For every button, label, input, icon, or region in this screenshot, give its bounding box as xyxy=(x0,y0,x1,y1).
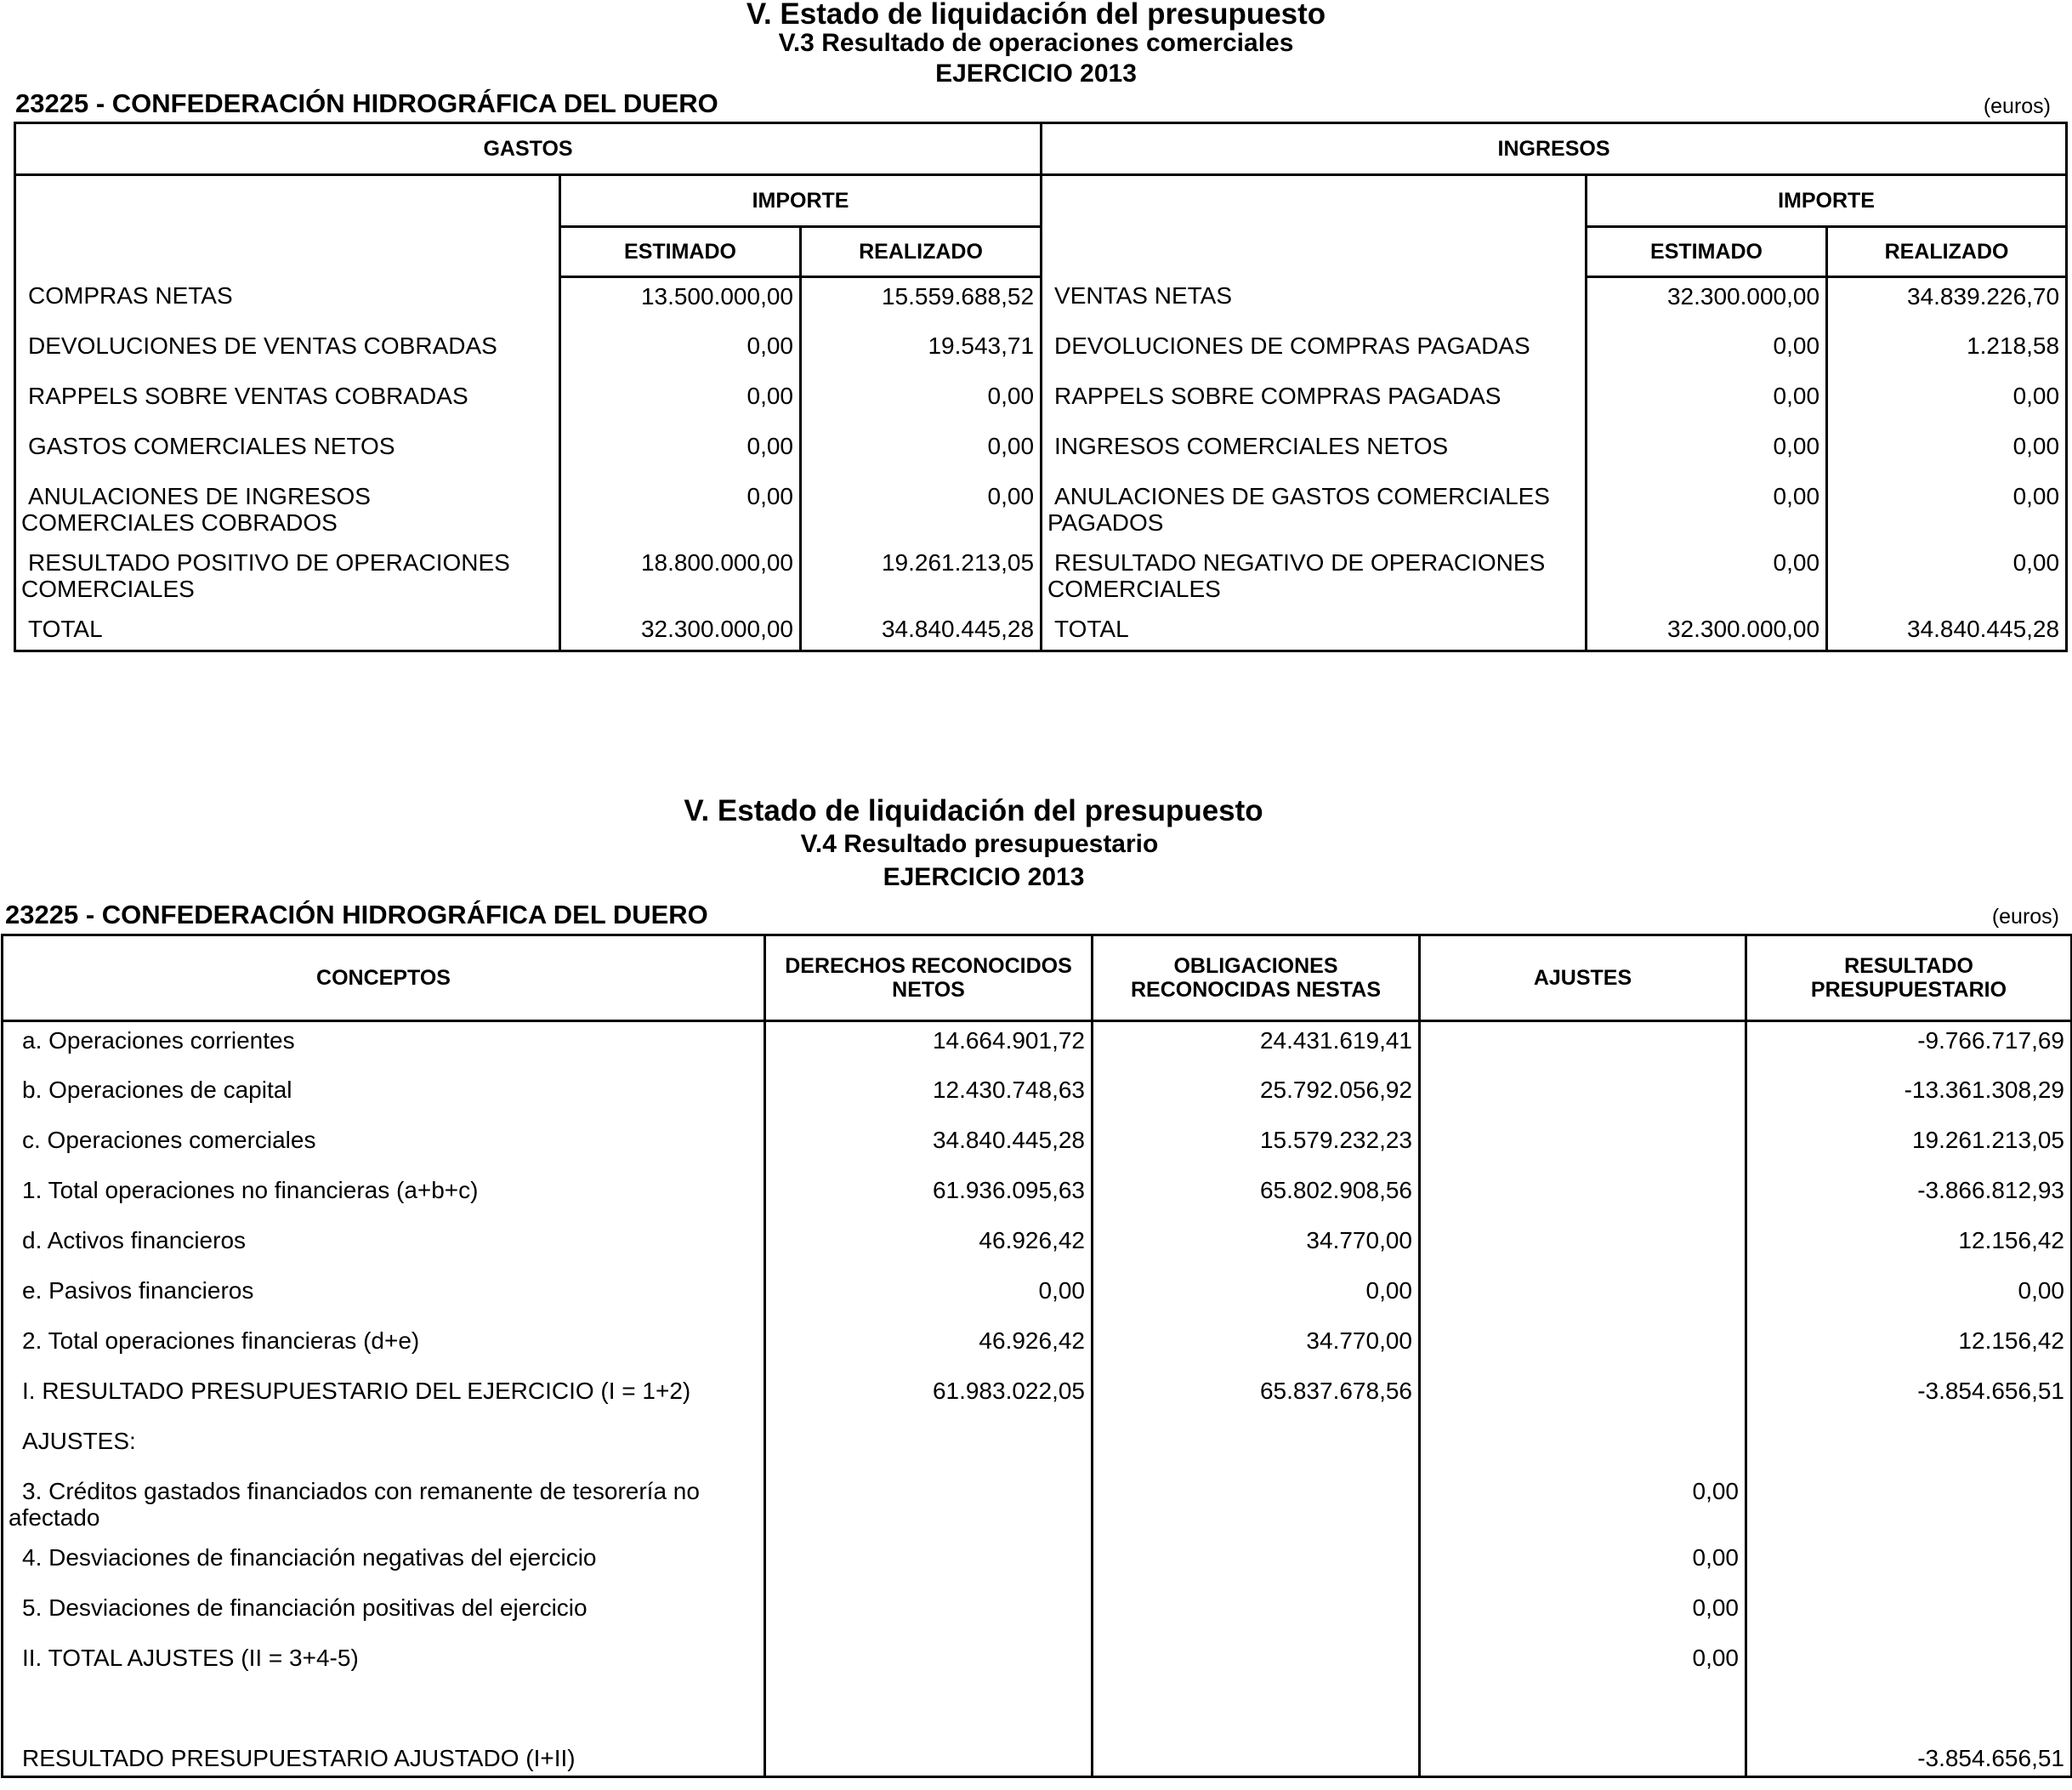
obligaciones: 34.770,00 xyxy=(1093,1222,1420,1272)
ingresos-estimado: 0,00 xyxy=(1587,378,1827,428)
concepto: 4. Desviaciones de financiación negativas del ejercicio xyxy=(3,1539,765,1589)
concepto: 2. Total operaciones financieras (d+e) xyxy=(3,1322,765,1372)
gastos-label: RAPPELS SOBRE VENTAS COBRADAS xyxy=(15,378,560,428)
table-row xyxy=(3,1589,2072,1639)
ingresos-realizado: 1.218,58 xyxy=(1827,327,2067,378)
ajustes: 0,00 xyxy=(1420,1589,1746,1639)
ajustes xyxy=(1420,1172,1746,1222)
gastos-realizado: 19.261.213,05 xyxy=(801,544,1042,611)
header-gastos: GASTOS xyxy=(15,123,1042,175)
ingresos-estimado: 0,00 xyxy=(1587,327,1827,378)
ajustes xyxy=(1420,1740,1746,1777)
concepto xyxy=(3,1473,765,1539)
ingresos-total-realizado: 34.840.445,28 xyxy=(1827,611,2067,651)
header-ingresos-estimado: ESTIMADO xyxy=(1587,227,1827,277)
gastos-realizado: 0,00 xyxy=(801,478,1042,544)
header-derechos-line1: DERECHOS RECONOCIDOS xyxy=(785,954,1072,978)
header-derechos-line2: NETOS xyxy=(892,978,965,1002)
resultado xyxy=(1746,1423,2072,1473)
budget-result-table xyxy=(1,934,2072,1778)
table-row xyxy=(15,327,2067,378)
ingresos-label-line1: RESULTADO NEGATIVO DE OPERACIONES xyxy=(1054,548,1546,576)
table-row xyxy=(3,1122,2072,1172)
section2-year: EJERCICIO 2013 xyxy=(883,863,1085,891)
derechos xyxy=(765,1539,1093,1589)
obligaciones xyxy=(1093,1639,1420,1740)
ingresos-label: INGRESOS COMERCIALES NETOS xyxy=(1042,428,1587,478)
derechos xyxy=(765,1473,1093,1539)
ingresos-total-estimado: 32.300.000,00 xyxy=(1587,611,1827,651)
concepto: e. Pasivos financieros xyxy=(3,1272,765,1322)
resultado xyxy=(1746,1539,2072,1589)
gastos-label-line1: ANULACIONES DE INGRESOS xyxy=(28,482,371,509)
header-derechos xyxy=(765,935,1093,1021)
gastos-estimado: 0,00 xyxy=(560,428,801,478)
gastos-label xyxy=(15,478,560,544)
obligaciones xyxy=(1093,1740,1420,1777)
derechos: 34.840.445,28 xyxy=(765,1122,1093,1172)
concepto: 1. Total operaciones no financieras (a+b+c) xyxy=(3,1172,765,1222)
ajustes xyxy=(1420,1272,1746,1322)
concepto: d. Activos financieros xyxy=(3,1222,765,1272)
table-row xyxy=(15,428,2067,478)
table-row xyxy=(3,1423,2072,1473)
ingresos-total-label: TOTAL xyxy=(1042,611,1587,651)
gastos-total-realizado: 34.840.445,28 xyxy=(801,611,1042,651)
table-row xyxy=(3,1021,2072,1071)
resultado: 12.156,42 xyxy=(1746,1222,2072,1272)
ajustes: 0,00 xyxy=(1420,1539,1746,1589)
table-row xyxy=(15,611,2067,651)
obligaciones: 0,00 xyxy=(1093,1272,1420,1322)
gastos-realizado: 15.559.688,52 xyxy=(801,277,1042,327)
obligaciones xyxy=(1093,1589,1420,1639)
ingresos-realizado: 34.839.226,70 xyxy=(1827,277,2067,327)
obligaciones: 65.802.908,56 xyxy=(1093,1172,1420,1222)
resultado: 0,00 xyxy=(1746,1272,2072,1322)
ingresos-realizado: 0,00 xyxy=(1827,478,2067,544)
derechos: 61.983.022,05 xyxy=(765,1372,1093,1423)
derechos: 61.936.095,63 xyxy=(765,1172,1093,1222)
header-gastos-importe: IMPORTE xyxy=(560,175,1042,227)
gastos-blank-header xyxy=(15,175,560,277)
header-ingresos: INGRESOS xyxy=(1042,123,2067,175)
gastos-label-line2: COMERCIALES COBRADOS xyxy=(21,509,338,536)
resultado xyxy=(1746,1589,2072,1639)
table-row xyxy=(15,378,2067,428)
table-row xyxy=(3,1272,2072,1322)
ingresos-label xyxy=(1042,544,1587,611)
derechos: 12.430.748,63 xyxy=(765,1071,1093,1122)
table-row xyxy=(3,1172,2072,1222)
resultado xyxy=(1746,1639,2072,1740)
derechos xyxy=(765,1639,1093,1740)
obligaciones: 34.770,00 xyxy=(1093,1322,1420,1372)
obligaciones: 25.792.056,92 xyxy=(1093,1071,1420,1122)
ajustes xyxy=(1420,1372,1746,1423)
gastos-total-estimado: 32.300.000,00 xyxy=(560,611,801,651)
concepto: 5. Desviaciones de financiación positivas del ejercicio xyxy=(3,1589,765,1639)
section2-title: V. Estado de liquidación del presupuesto xyxy=(684,794,1263,827)
gastos-label: DEVOLUCIONES DE VENTAS COBRADAS xyxy=(15,327,560,378)
ingresos-label xyxy=(1042,478,1587,544)
header-resultado-line2: PRESUPUESTARIO xyxy=(1810,978,2007,1002)
section1-year: EJERCICIO 2013 xyxy=(935,60,1137,88)
gastos-estimado: 0,00 xyxy=(560,378,801,428)
gastos-realizado: 0,00 xyxy=(801,378,1042,428)
ingresos-realizado: 0,00 xyxy=(1827,428,2067,478)
concepto-line1: 3. Créditos gastados financiados con remanente de tesorería no xyxy=(22,1477,700,1504)
ingresos-estimado: 0,00 xyxy=(1587,478,1827,544)
gastos-label: COMPRAS NETAS xyxy=(15,277,560,327)
obligaciones: 15.579.232,23 xyxy=(1093,1122,1420,1172)
resultado: 12.156,42 xyxy=(1746,1322,2072,1372)
ajustes: 0,00 xyxy=(1420,1639,1746,1740)
ingresos-estimado: 32.300.000,00 xyxy=(1587,277,1827,327)
gastos-label-line2: COMERCIALES xyxy=(21,575,195,602)
resultado: -3.866.812,93 xyxy=(1746,1172,2072,1222)
header-ingresos-importe: IMPORTE xyxy=(1587,175,2067,227)
ajustes xyxy=(1420,1071,1746,1122)
gastos-estimado: 0,00 xyxy=(560,478,801,544)
header-obligaciones-line1: OBLIGACIONES xyxy=(1173,954,1338,978)
section1-subtitle: V.3 Resultado de operaciones comerciales xyxy=(778,29,1294,57)
ajustes xyxy=(1420,1322,1746,1372)
section1-units: (euros) xyxy=(1983,94,2051,118)
derechos: 0,00 xyxy=(765,1272,1093,1322)
derechos xyxy=(765,1589,1093,1639)
commercial-operations-table xyxy=(14,122,2068,652)
ingresos-realizado: 0,00 xyxy=(1827,544,2067,611)
ajustes xyxy=(1420,1122,1746,1172)
derechos xyxy=(765,1423,1093,1473)
resultado xyxy=(1746,1473,2072,1539)
table-row xyxy=(15,478,2067,544)
resultado: 19.261.213,05 xyxy=(1746,1122,2072,1172)
resultado: -3.854.656,51 xyxy=(1746,1372,2072,1423)
ingresos-estimado: 0,00 xyxy=(1587,428,1827,478)
gastos-label-line1: RESULTADO POSITIVO DE OPERACIONES xyxy=(28,548,510,576)
gastos-realizado: 19.543,71 xyxy=(801,327,1042,378)
section1-entity: 23225 - CONFEDERACIÓN HIDROGRÁFICA DEL DUERO xyxy=(15,88,718,118)
header-gastos-realizado: REALIZADO xyxy=(801,227,1042,277)
header-ajustes: AJUSTES xyxy=(1420,935,1746,1021)
gastos-realizado: 0,00 xyxy=(801,428,1042,478)
section2-subtitle: V.4 Resultado presupuestario xyxy=(800,830,1159,858)
concepto-line2: afectado xyxy=(9,1503,100,1531)
resultado: -9.766.717,69 xyxy=(1746,1021,2072,1071)
obligaciones xyxy=(1093,1539,1420,1589)
ingresos-label: RAPPELS SOBRE COMPRAS PAGADAS xyxy=(1042,378,1587,428)
derechos: 14.664.901,72 xyxy=(765,1021,1093,1071)
concepto: c. Operaciones comerciales xyxy=(3,1122,765,1172)
section2-entity: 23225 - CONFEDERACIÓN HIDROGRÁFICA DEL DUERO xyxy=(5,900,708,929)
ajustes: 0,00 xyxy=(1420,1473,1746,1539)
ajustes xyxy=(1420,1021,1746,1071)
table-row xyxy=(3,1740,2072,1777)
concepto: a. Operaciones corrientes xyxy=(3,1021,765,1071)
header-conceptos: CONCEPTOS xyxy=(3,935,765,1021)
ingresos-label-line1: ANULACIONES DE GASTOS COMERCIALES xyxy=(1054,482,1550,509)
gastos-label xyxy=(15,544,560,611)
ingresos-label-line2: COMERCIALES xyxy=(1047,575,1221,602)
table-row xyxy=(15,277,2067,327)
header-gastos-estimado: ESTIMADO xyxy=(560,227,801,277)
section1-title: V. Estado de liquidación del presupuesto xyxy=(746,0,1326,31)
header-ingresos-realizado: REALIZADO xyxy=(1827,227,2067,277)
ajustes xyxy=(1420,1222,1746,1272)
ingresos-realizado: 0,00 xyxy=(1827,378,2067,428)
concepto: RESULTADO PRESUPUESTARIO AJUSTADO (I+II) xyxy=(3,1740,765,1777)
table-row xyxy=(3,1222,2072,1272)
gastos-estimado: 18.800.000,00 xyxy=(560,544,801,611)
concepto: II. TOTAL AJUSTES (II = 3+4-5) xyxy=(3,1639,765,1740)
obligaciones: 24.431.619,41 xyxy=(1093,1021,1420,1071)
table-row xyxy=(3,1539,2072,1589)
ingresos-blank-header xyxy=(1042,175,1587,277)
gastos-total-label: TOTAL xyxy=(15,611,560,651)
header-obligaciones-line2: RECONOCIDAS NESTAS xyxy=(1130,978,1381,1002)
gastos-estimado: 13.500.000,00 xyxy=(560,277,801,327)
header-resultado xyxy=(1746,935,2072,1021)
derechos xyxy=(765,1740,1093,1777)
resultado: -13.361.308,29 xyxy=(1746,1071,2072,1122)
obligaciones xyxy=(1093,1473,1420,1539)
obligaciones: 65.837.678,56 xyxy=(1093,1372,1420,1423)
table-row xyxy=(3,1473,2072,1539)
header-resultado-line1: RESULTADO xyxy=(1844,954,1973,978)
table-row xyxy=(3,1322,2072,1372)
table-row xyxy=(3,1372,2072,1423)
table-row xyxy=(3,1639,2072,1740)
section2-units: (euros) xyxy=(1991,905,2059,929)
gastos-label: GASTOS COMERCIALES NETOS xyxy=(15,428,560,478)
gastos-estimado: 0,00 xyxy=(560,327,801,378)
concepto: b. Operaciones de capital xyxy=(3,1071,765,1122)
derechos: 46.926,42 xyxy=(765,1322,1093,1372)
table-row xyxy=(15,544,2067,611)
concepto: I. RESULTADO PRESUPUESTARIO DEL EJERCICIO (I = 1+2) xyxy=(3,1372,765,1423)
table-row xyxy=(3,1071,2072,1122)
obligaciones xyxy=(1093,1423,1420,1473)
ingresos-label: DEVOLUCIONES DE COMPRAS PAGADAS xyxy=(1042,327,1587,378)
ingresos-label: VENTAS NETAS xyxy=(1042,277,1587,327)
ingresos-estimado: 0,00 xyxy=(1587,544,1827,611)
concepto: AJUSTES: xyxy=(3,1423,765,1473)
header-obligaciones xyxy=(1093,935,1420,1021)
ajustes xyxy=(1420,1423,1746,1473)
ingresos-label-line2: PAGADOS xyxy=(1047,509,1164,536)
resultado: -3.854.656,51 xyxy=(1746,1740,2072,1777)
derechos: 46.926,42 xyxy=(765,1222,1093,1272)
